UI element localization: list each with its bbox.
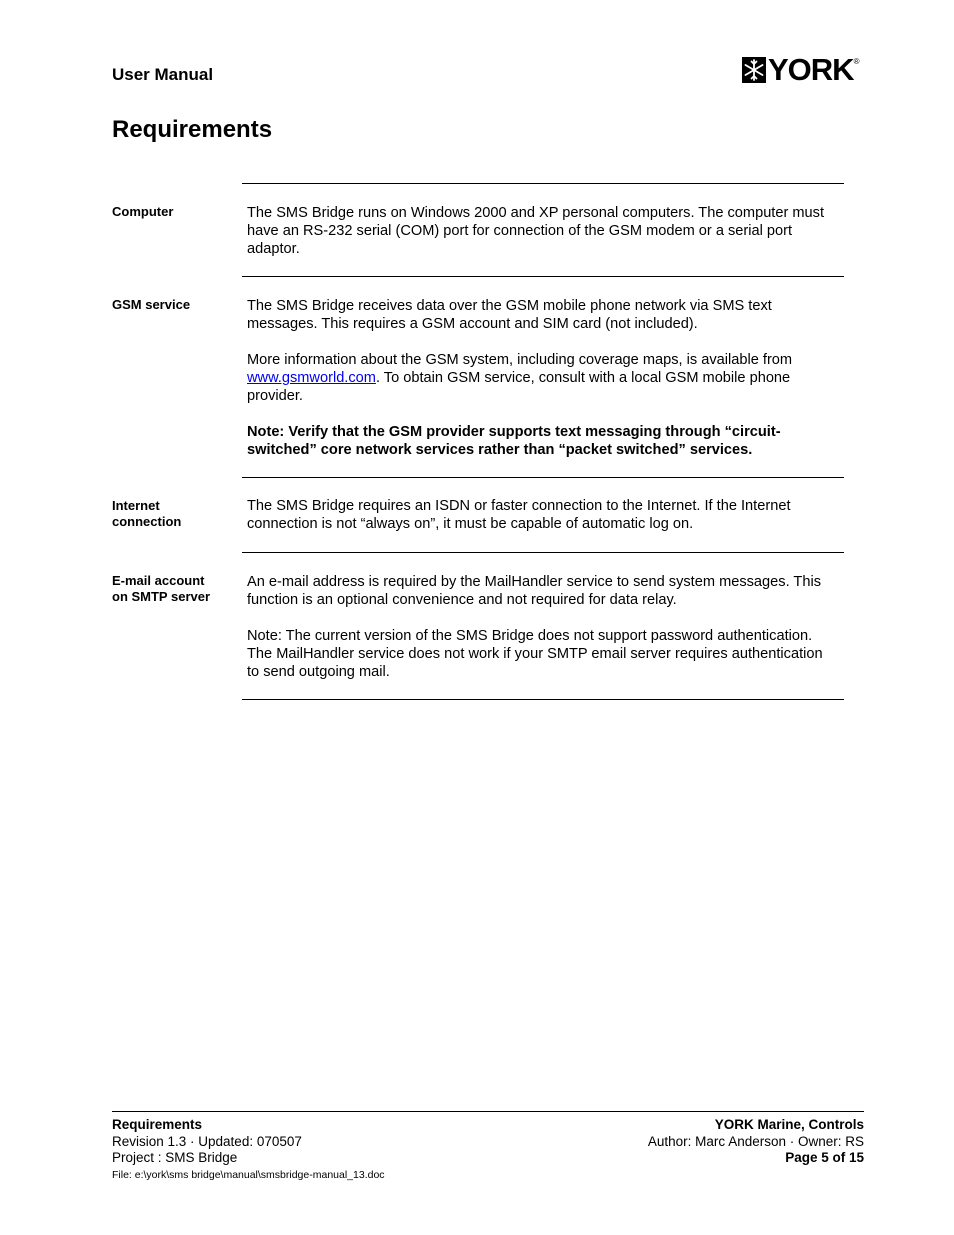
footer-left [112, 1117, 385, 1183]
footer-page-number: Page 5 of 15 [785, 1150, 864, 1165]
header-title: User Manual [112, 65, 214, 84]
footer-project: Project : SMS Bridge [112, 1150, 238, 1165]
section-label-email-account: E-mail account on SMTP server [112, 573, 211, 604]
paragraph: An e-mail address is required by the MailHandler service to send system messages. This function is an optional convenience and not required for data relay. [247, 574, 821, 608]
section-body-internet-connection [247, 497, 837, 533]
section-divider [242, 552, 844, 553]
paragraph: Note: The current version of the SMS Bridge does not support password authentication. The MailHandler service does not work if your SMTP email server requires authentication to send outgoing mail. [247, 628, 823, 680]
york-logo [742, 52, 866, 87]
section-label-computer: Computer [112, 204, 174, 219]
footer-company: YORK Marine, Controls [714, 1117, 864, 1132]
logo-text: YORK [768, 52, 854, 87]
section-label-gsm-service: GSM service [112, 297, 191, 312]
footer-revision: Revision 1.3 · Updated: 070507 [112, 1133, 302, 1149]
footer-divider [112, 1111, 864, 1112]
registered-mark: ® [853, 57, 860, 66]
paragraph: More information about the GSM system, including coverage maps, is available from www.gsmworld.com. To obtain GSM service, consult with a local GSM mobile phone provider. [247, 352, 793, 404]
paragraph: The SMS Bridge requires an ISDN or faster connection to the Internet. If the Internet connection is not “always on”, it must be capable of automatic log on. [247, 498, 791, 532]
section-divider [242, 276, 844, 277]
section-body-gsm-service [247, 297, 837, 459]
footer-right [648, 1117, 864, 1167]
footer-section: Requirements [112, 1117, 203, 1132]
snowflake-icon [742, 57, 766, 83]
section-divider [242, 477, 844, 478]
section-divider [242, 699, 844, 700]
note-paragraph: Note: Verify that the GSM provider supports text messaging through “circuit-switched” core network services rather than “packet switched” services. [247, 424, 781, 458]
paragraph: The SMS Bridge runs on Windows 2000 and XP personal computers. The computer must have an RS-232 serial (COM) port for connection of the GSM modem or a serial port adaptor. [247, 205, 825, 257]
section-divider [242, 183, 844, 184]
page-title: Requirements [112, 116, 273, 143]
footer-file: File: e:\york\sms bridge\manual\smsbridge-manual_13.doc [112, 1168, 385, 1181]
paragraph: The SMS Bridge receives data over the GSM mobile phone network via SMS text messages. This requires a GSM account and SIM card (not included). [247, 298, 772, 332]
gsmworld-link[interactable]: www.gsmworld.com [247, 370, 376, 386]
footer-author: Author: Marc Anderson · Owner: RS [647, 1133, 864, 1149]
section-label-internet-connection: Internet connection [112, 498, 182, 529]
section-body-email-account [247, 573, 837, 681]
section-body-computer [247, 204, 837, 258]
